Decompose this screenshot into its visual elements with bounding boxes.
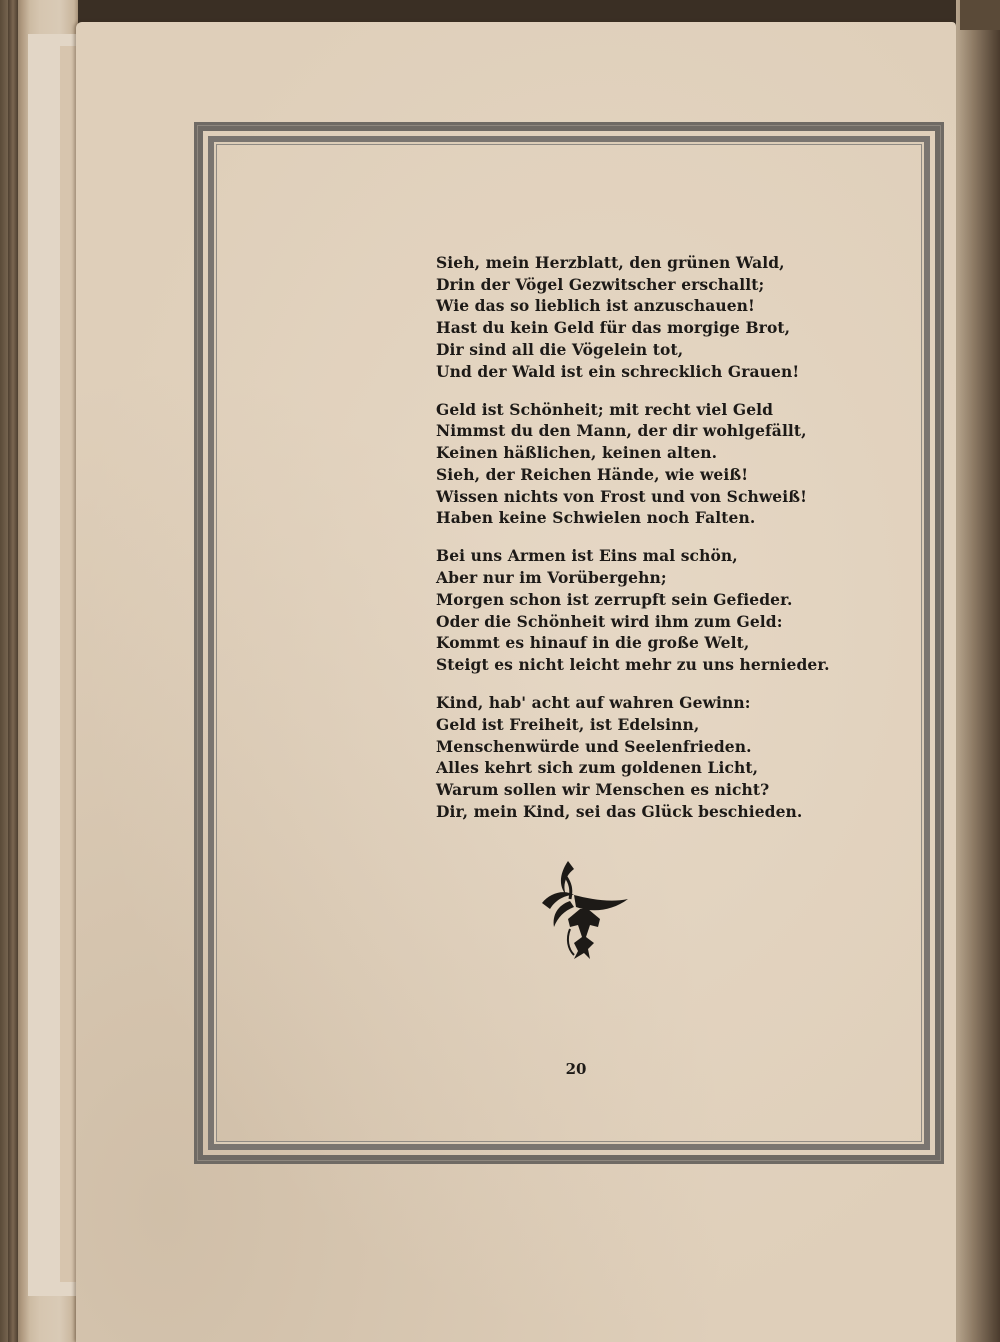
- poem: [436, 252, 830, 839]
- poem-line: Alles kehrt sich zum goldenen Licht,: [436, 758, 759, 778]
- poem-line: Geld ist Freiheit, ist Edelsinn,: [436, 714, 700, 734]
- poem-line: Sieh, mein Herzblatt, den grünen Wald,: [436, 253, 785, 272]
- page-right-edge: [956, 0, 1000, 1342]
- poem-line: Und der Wald ist ein schrecklich Grauen!: [436, 361, 800, 381]
- poem-line: Hast du kein Geld für das morgige Brot,: [436, 318, 791, 338]
- poem-line: Geld ist Schönheit; mit recht viel Geld: [436, 399, 774, 419]
- poem-line: Aber nur im Vorübergehn;: [436, 568, 667, 588]
- poem-line: Kommt es hinauf in die große Welt,: [436, 633, 750, 653]
- page-number: 20: [565, 1060, 587, 1078]
- poem-line: Wie das so lieblich ist anzuschauen!: [436, 296, 755, 316]
- stanza-3: [436, 545, 830, 675]
- poem-line: Oder die Schönheit wird ihm zum Geld:: [436, 611, 783, 631]
- poem-line: Wissen nichts von Frost und von Schweiß!: [436, 486, 808, 506]
- poem-line: Menschenwürde und Seelenfrieden.: [436, 736, 752, 756]
- poem-line: Kind, hab' acht auf wahren Gewinn:: [436, 693, 751, 713]
- poem-line: Haben keine Schwielen noch Falten.: [436, 508, 756, 528]
- floral-vignette-icon: [530, 855, 630, 975]
- poem-line: Dir, mein Kind, sei das Glück beschieden.: [436, 801, 803, 821]
- stanza-1: [436, 252, 800, 382]
- stanza-4: [436, 692, 803, 822]
- poem-line: Keinen häßlichen, keinen alten.: [436, 443, 718, 463]
- poem-line: Sieh, der Reichen Hände, wie weiß!: [436, 464, 749, 484]
- book-binding: [8, 0, 18, 1342]
- stanza-2: [436, 399, 808, 529]
- poem-line: Bei uns Armen ist Eins mal schön,: [436, 546, 738, 566]
- cover-corner: [960, 0, 1000, 30]
- poem-line: Nimmst du den Mann, der dir wohlgefällt,: [436, 421, 807, 441]
- poem-line: Morgen schon ist zerrupft sein Gefieder.: [436, 589, 793, 609]
- poem-line: Drin der Vögel Gezwitscher erschallt;: [436, 274, 765, 294]
- poem-line: Dir sind all die Vögelein tot,: [436, 339, 684, 359]
- poem-line: Warum sollen wir Menschen es nicht?: [436, 779, 770, 799]
- poem-line: Steigt es nicht leicht mehr zu uns hernieder.: [436, 654, 830, 674]
